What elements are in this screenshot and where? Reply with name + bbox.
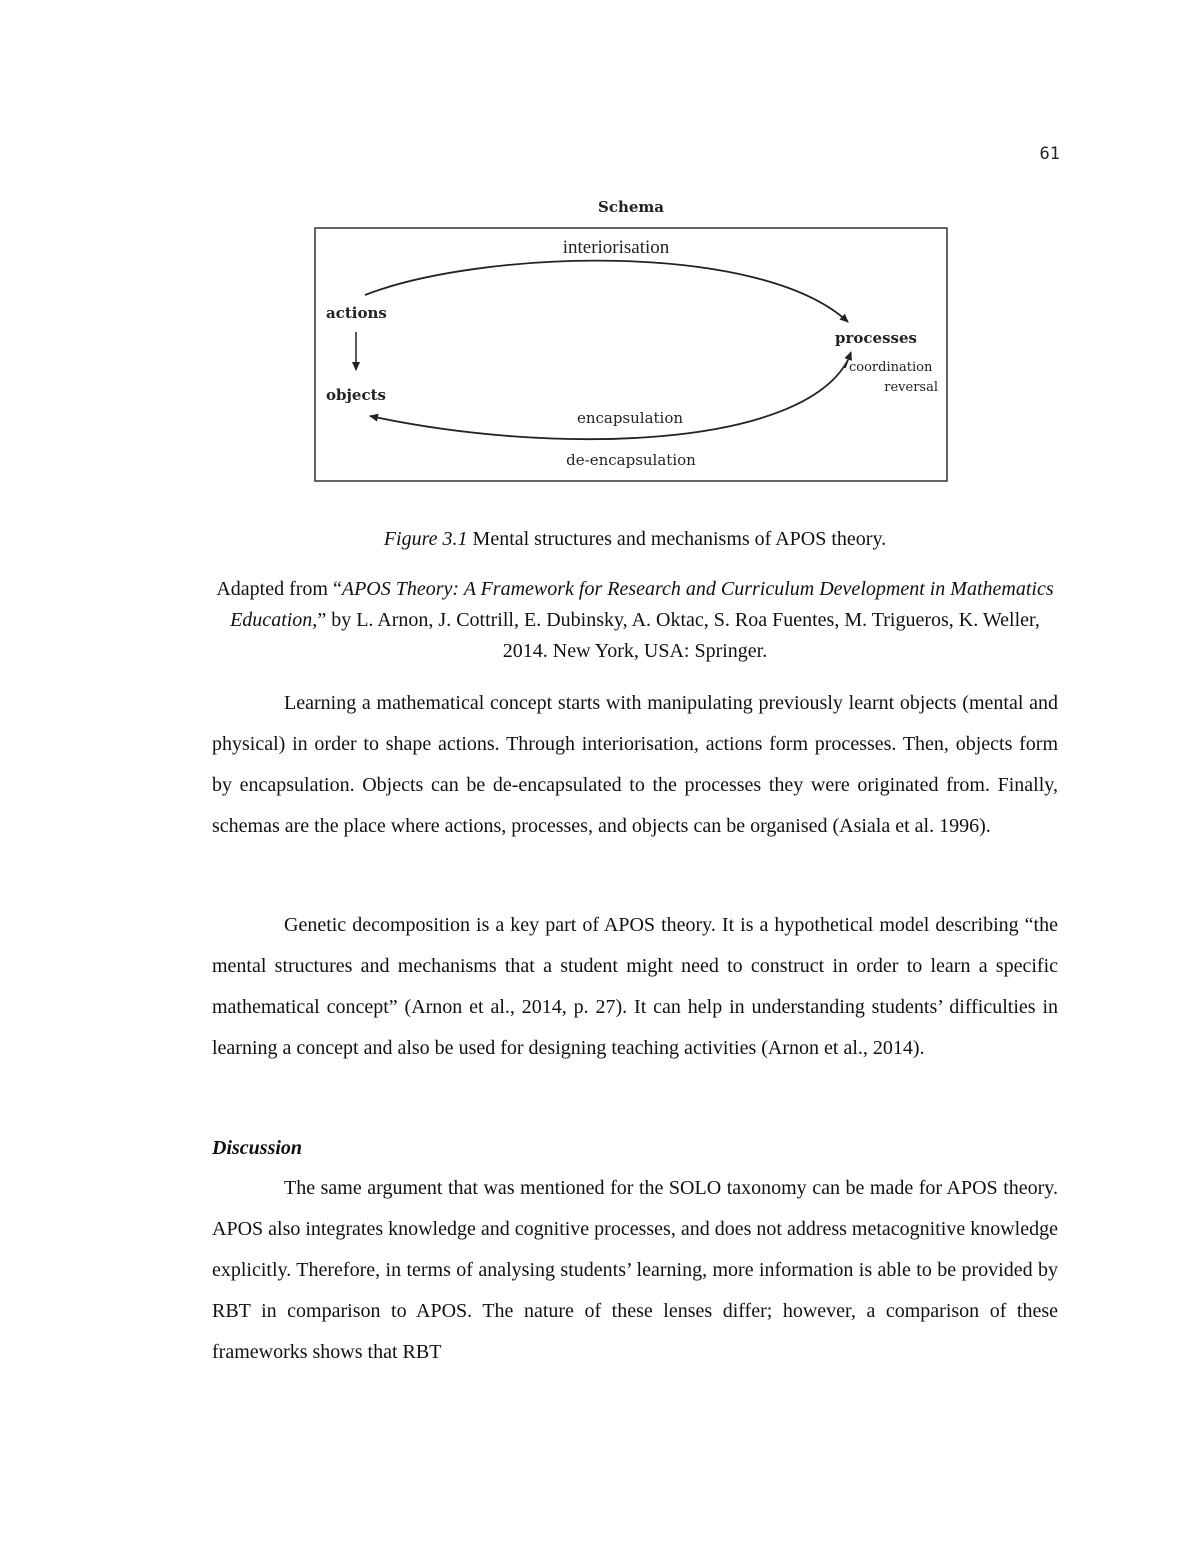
source-suffix: ” by L. Arnon, J. Cottrill, E. Dubinsky, A. Oktac, S. Roa Fuentes, M. Trigueros, K. Weller, 2014. New York, USA: Springer. [317,609,1040,662]
paragraph-genetic-decomposition: Genetic decomposition is a key part of APOS theory. It is a hypothetical model describing “the mental structures and mechanisms that a student might need to construct in order to learn a specific mathematical concept” (Arnon et al., 2014, p. 27). It can help in understanding students’ difficulties in learning a concept and also be used for designing teaching activities (Arnon et al., 2014). [212,914,1058,1059]
source-title: APOS Theory: A Framework for Research and Curriculum Development in Mathematics Education, [230,578,1054,631]
label-encapsulation: encapsulation [576,409,684,427]
label-reversal: reversal [884,380,938,395]
section-heading-discussion: Discussion [212,1137,303,1159]
apos-schema-figure [300,190,960,490]
figure-caption-text: Mental structures and mechanisms of APOS theory. [467,528,887,550]
schema-title: Schema [597,198,665,216]
schema-diagram [300,190,960,490]
label-objects: objects [326,386,386,404]
figure-caption [210,524,1060,554]
arrow-interiorisation [365,261,848,322]
figure-label: Figure 3.1 [383,528,468,550]
schema-box [315,228,947,481]
label-processes: processes [835,329,917,347]
label-coordination: coordination [849,360,933,375]
label-de-encapsulation: de-encapsulation [566,451,696,469]
paragraph-discussion: The same argument that was mentioned for the SOLO taxonomy can be made for APOS theory. APOS also integrates knowledge and cognitive processes, and does not address metacognitive knowledge explicitly. Therefore, in terms of analysing students’ learning, more information is able to be provided by RBT in comparison to APOS. The nature of these lenses differ; however, a comparison of these frameworks shows that RBT [212,1177,1058,1363]
source-prefix: Adapted from “ [216,578,342,600]
paragraph-learning-concept: Learning a mathematical concept starts with manipulating previously learnt objects (mental and physical) in order to shape actions. Through interiorisation, actions form processes. Then, objects form by encapsulation. Objects can be de-encapsulated to the processes they were originated from. Finally, schemas are the place where actions, processes, and objects can be organised (Asiala et al. 1996). [212,692,1058,837]
page-number: 61 [1039,144,1060,164]
label-actions: actions [326,304,387,322]
figure-source [210,574,1060,667]
arrow-encapsulation [370,360,848,439]
label-interiorisation: interiorisation [562,237,670,258]
